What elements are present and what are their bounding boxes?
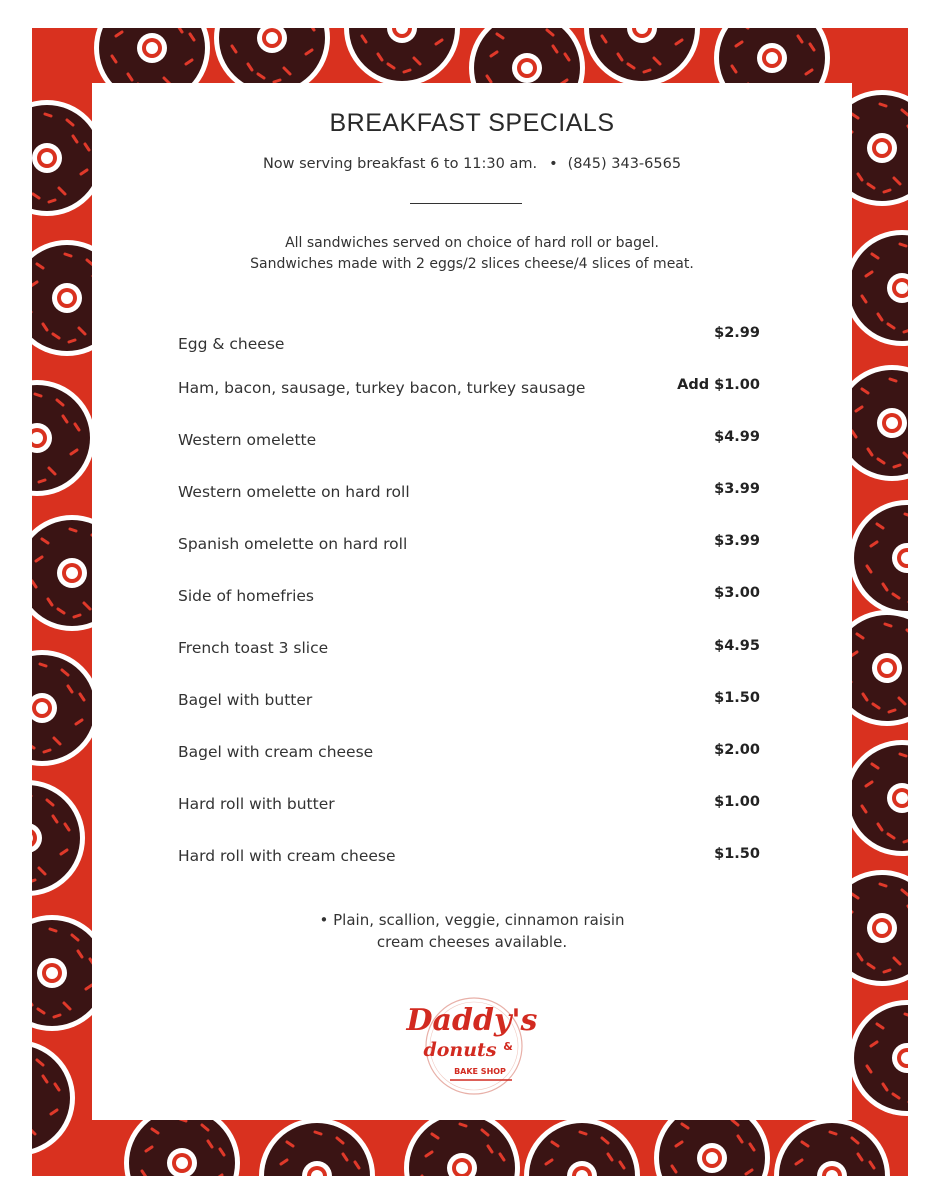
menu-item-price: $2.00 (714, 742, 760, 758)
menu-item-price: $1.50 (714, 690, 760, 706)
menu-item-price: $3.99 (714, 481, 760, 497)
menu-item-price: $3.99 (714, 533, 760, 549)
intro-line-2: Sandwiches made with 2 eggs/2 slices cheese/4 slices of meat. (250, 256, 694, 272)
phone-number: (845) 343-6565 (567, 156, 682, 172)
intro-line-1: All sandwiches served on choice of hard roll or bagel. (285, 235, 659, 251)
menu-intro (92, 233, 852, 275)
separator-dot: • (549, 156, 558, 172)
divider-line (410, 203, 522, 204)
menu-item-name: Ham, bacon, sausage, turkey bacon, turkey sausage (178, 379, 586, 397)
menu-item-name: Western omelette on hard roll (178, 483, 410, 501)
menu-item-name: Bagel with cream cheese (178, 743, 374, 761)
logo-sub: BAKE SHOP (454, 1067, 506, 1076)
menu-item-name: Egg & cheese (178, 335, 285, 353)
logo-brand-word2: donuts (423, 1039, 497, 1061)
note-line-1: • Plain, scallion, veggie, cinnamon raisin (319, 911, 625, 929)
menu-item-name: Hard roll with butter (178, 795, 335, 813)
menu-item-price: $1.50 (714, 846, 760, 862)
logo-brand-word1: Daddy's (406, 1003, 538, 1038)
menu-item-price: $4.99 (714, 429, 760, 445)
menu-item-price: $3.00 (714, 585, 760, 601)
note-line-2: cream cheeses available. (376, 933, 568, 951)
menu-item-name: Bagel with butter (178, 691, 313, 709)
menu-item-name: Side of homefries (178, 587, 315, 605)
logo-ampersand: & (503, 1040, 513, 1053)
menu-item-price: $1.00 (714, 794, 760, 810)
menu-item-name: Western omelette (178, 431, 317, 449)
serving-hours: Now serving breakfast 6 to 11:30 am. (262, 156, 538, 172)
menu-subtitle (92, 156, 852, 172)
menu-item-price: Add $1.00 (677, 377, 760, 393)
menu-item-name: Hard roll with cream cheese (178, 847, 396, 865)
menu-item-name: French toast 3 slice (178, 639, 329, 657)
menu-item-name: Spanish omelette on hard roll (178, 535, 408, 553)
cream-cheese-note (92, 909, 852, 953)
menu-title: BREAKFAST SPECIALS (329, 109, 615, 137)
menu-sheet (92, 83, 852, 1120)
menu-item-price: $4.95 (714, 638, 760, 654)
menu-item-price: $2.99 (714, 325, 760, 341)
daddys-donuts-logo (400, 988, 550, 1098)
